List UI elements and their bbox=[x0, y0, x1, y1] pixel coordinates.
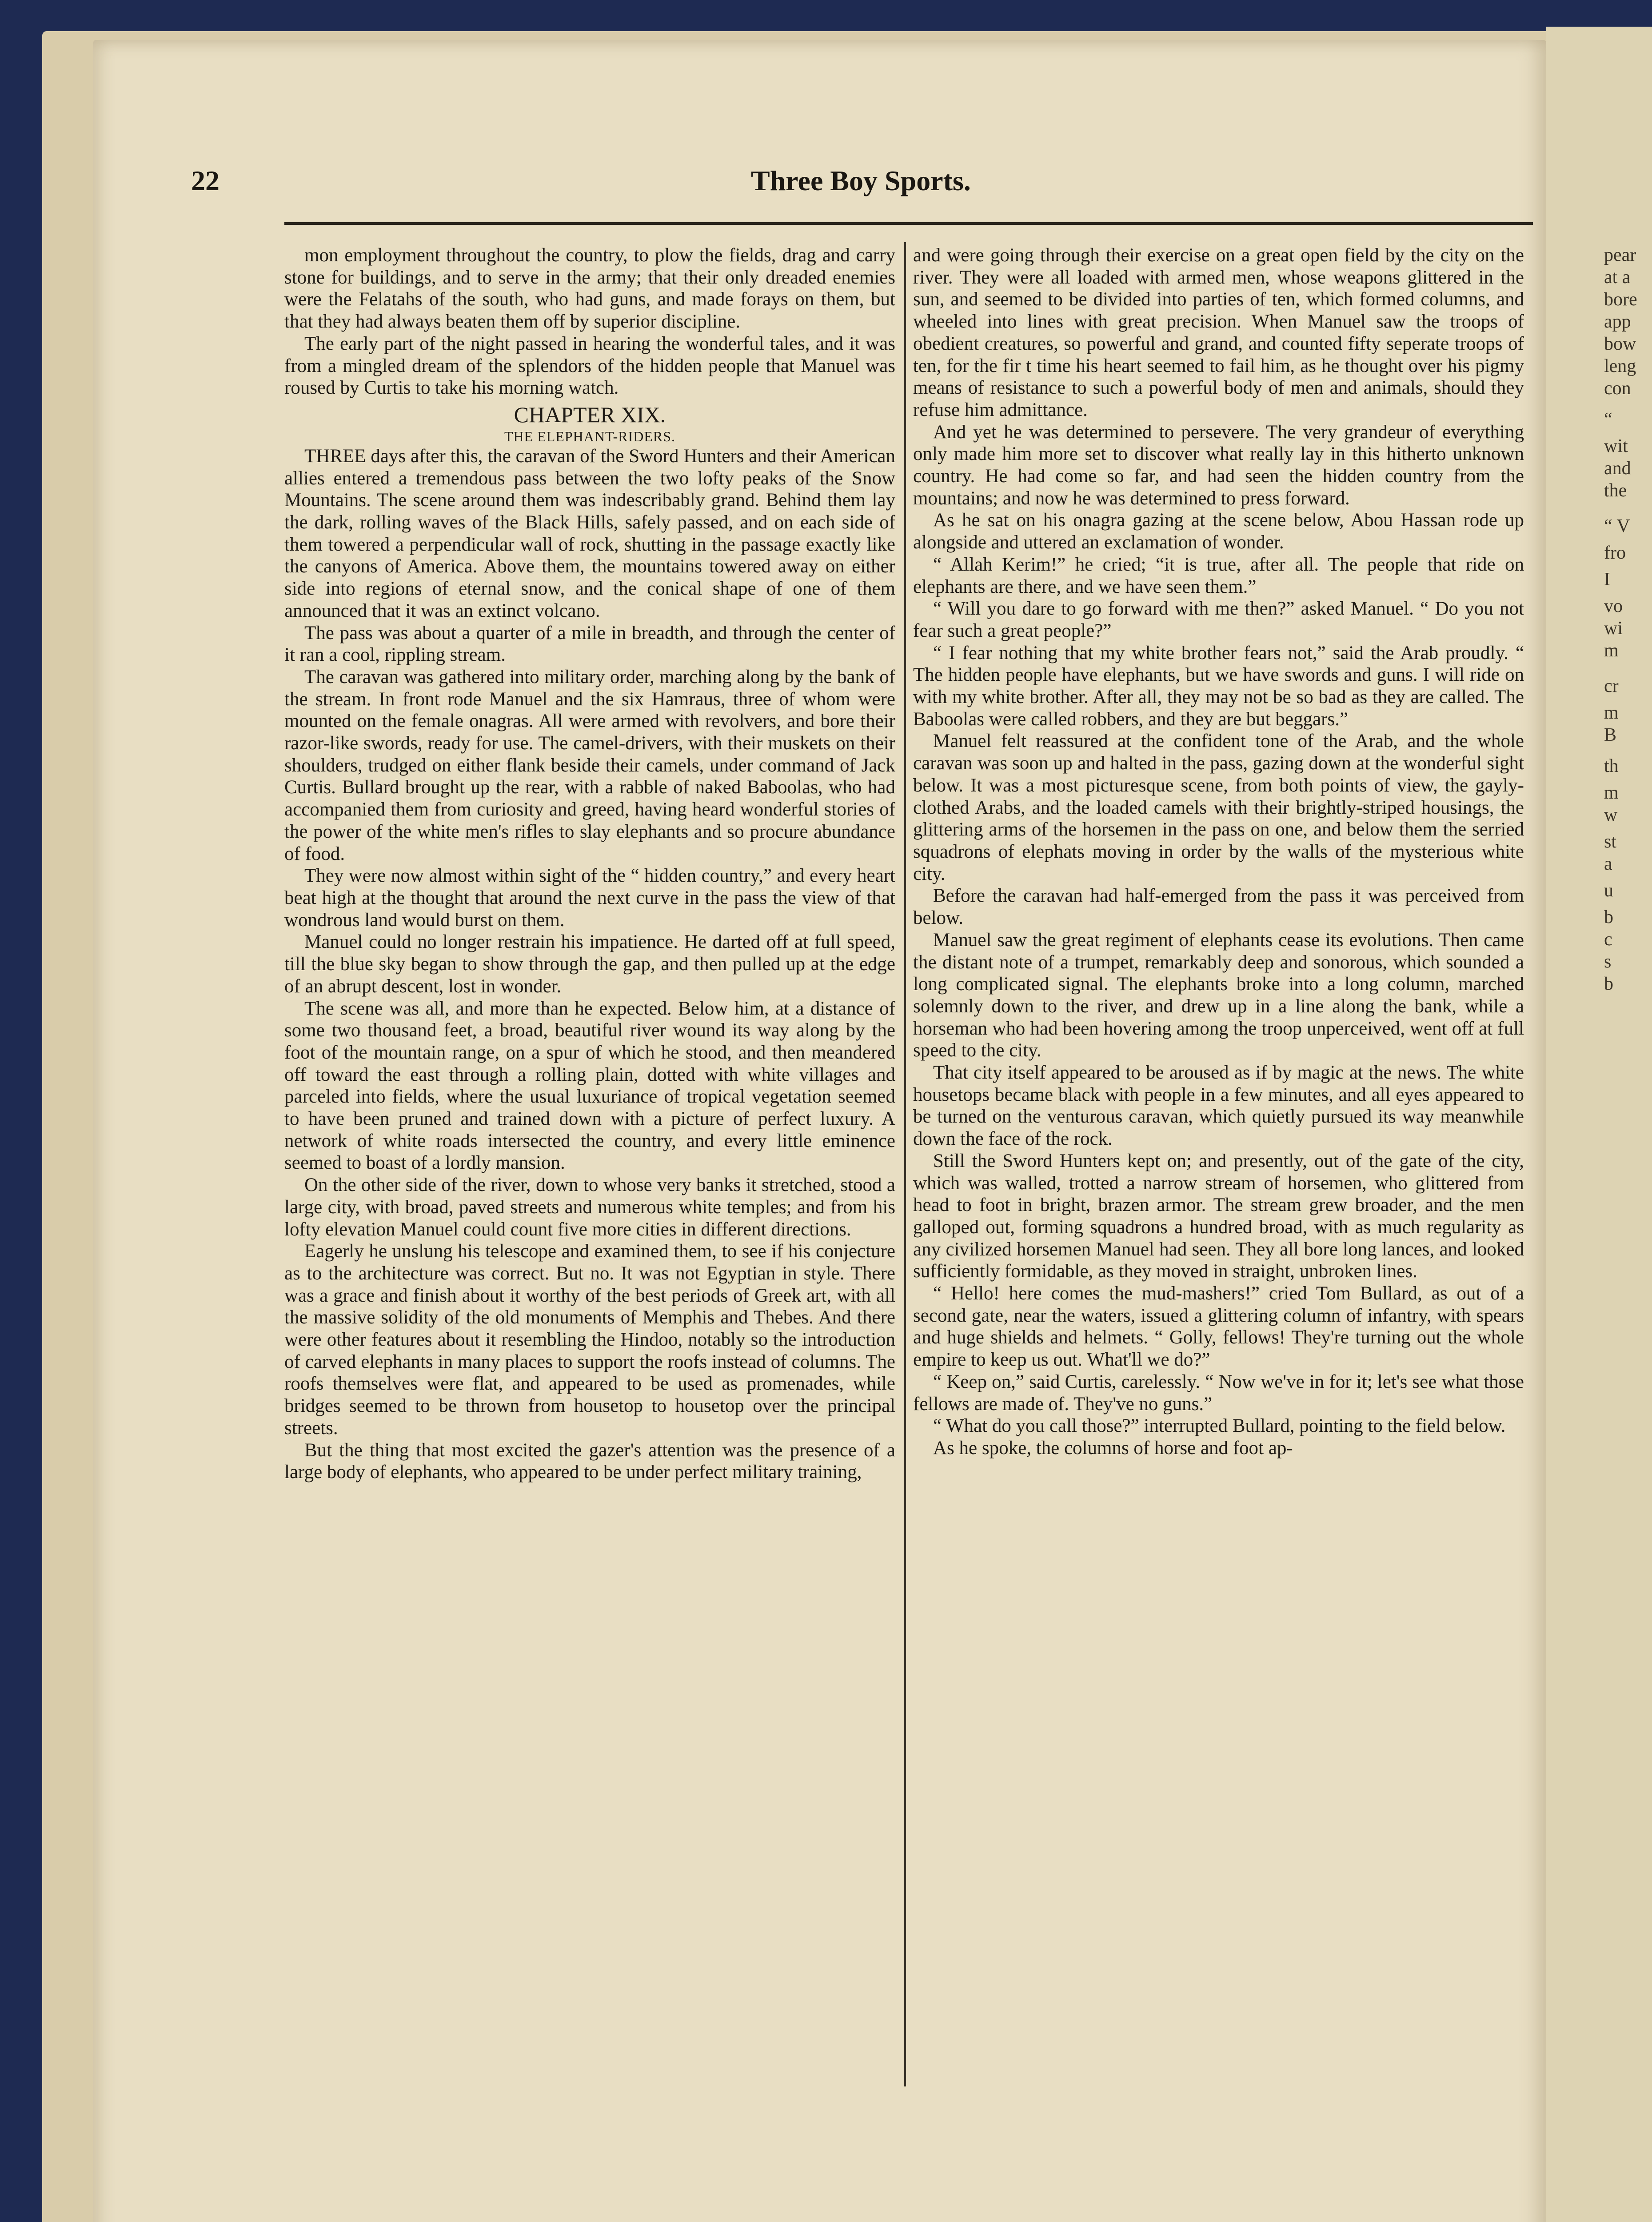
next-page-fragment: s bbox=[1604, 951, 1612, 972]
page-header bbox=[191, 164, 1542, 204]
next-page-fragment: u bbox=[1604, 880, 1613, 901]
paragraph: They were now almost within sight of the “ hidden country,” and every heart beat high at the thought that around the next curve in the pass the view of that wondrous land would burst on them. bbox=[284, 865, 895, 931]
next-page-fragment: cr bbox=[1604, 676, 1619, 696]
paragraph: And yet he was determined to persevere. The very grandeur of everything only made him more set to discover what really lay in this hitherto unknown country. He had come so far, and had seen the hidden country from the mountains; and now he was determined to press forward. bbox=[913, 421, 1524, 509]
next-page-fragment: fro bbox=[1604, 543, 1626, 563]
chapter-heading: CHAPTER XIX. bbox=[514, 402, 666, 427]
next-page-fragment: m bbox=[1604, 703, 1619, 723]
next-page-fragment: wit bbox=[1604, 436, 1628, 456]
paragraph: “ Will you dare to go forward with me then?” asked Manuel. “ Do you not fear such a great people?” bbox=[913, 598, 1524, 641]
paragraph: On the other side of the river, down to whose very banks it stretched, stood a large city, with broad, paved streets and numerous white temples; and from his lofty elevation Manuel could count five more cities in different directions. bbox=[284, 1175, 895, 1240]
next-page-fragment: st bbox=[1604, 831, 1617, 852]
paragraph: Still the Sword Hunters kept on; and presently, out of the gate of the city, which was walled, trotted a narrow stream of horsemen, who glittered from head to foot in bright, brazen armor. The stream grew broader, and the men galloped out, forming squadrons a hundred broad, with as much regularity as any civilized horsemen Manuel had seen. They all bore long lances, and looked sufficiently formidable, as they moved in straight, unbroken lines. bbox=[913, 1150, 1524, 1282]
next-page-fragment: a bbox=[1604, 854, 1612, 874]
paragraph: As he sat on his onagra gazing at the scene below, Abou Hassan rode up alongside and uttered an exclamation of wonder. bbox=[913, 510, 1524, 553]
paragraph: “ I fear nothing that my white brother fears not,” said the Arab proudly. “ The hidden people have elephants, but we have swords and guns. I will ride on with my white brother. After all, they may not be so bad as they are called. The Baboolas were called robbers, and they are but beggars.” bbox=[913, 642, 1524, 730]
next-page-fragment: b bbox=[1604, 974, 1613, 994]
paragraph: The pass was about a quarter of a mile in breadth, and through the center of it ran a cool, rippling stream. bbox=[284, 622, 895, 666]
next-page-fragment: c bbox=[1604, 929, 1612, 950]
paragraph: Manuel saw the great regiment of elephants cease its evolutions. Then came the distant note of a trumpet, remarkably deep and sonorous, which sounded a long complicated signal. The elephants broke into a long column, marched solemnly down to the river, and drew up in a line along the bank, while a horseman who had been hovering among the troop unperceived, went off at full speed to the city. bbox=[913, 929, 1524, 1061]
next-page-fragment: w bbox=[1604, 805, 1618, 825]
paragraph: That city itself appeared to be aroused as if by magic at the news. The white housetops became black with people in a few minutes, and all eyes appeared to be turned on the venturous caravan, which quietly pursued its way meanwhile down the face of the rock. bbox=[913, 1062, 1524, 1150]
next-page-fragment: B bbox=[1604, 725, 1617, 745]
paragraph: The early part of the night passed in hearing the wonderful tales, and it was from a mingled dream of the splendors of the hidden people that Manuel was roused by Curtis to take his morning watch. bbox=[284, 333, 895, 399]
next-page-fragment: con bbox=[1604, 378, 1631, 399]
paragraph: The caravan was gathered into military order, marching along by the bank of the stream. In front rode Manuel and the six Hamraus, three of whom were mounted on the female onagras. All were armed with revolvers, and bore their razor-like swords, ready for use. The camel-drivers, with their muskets on their shoulders, trudged on either flank beside their camels, under command of Jack Curtis. Bullard brought up the rear, with a rabble of naked Baboolas, who had accompanied them from curiosity and greed, having heard wonderful stories of the power of the white men's rifles to slay elephants and so procure abundance of food. bbox=[284, 666, 895, 864]
next-page-fragment: pear bbox=[1604, 245, 1636, 265]
paragraph: The scene was all, and more than he expected. Below him, at a distance of some two thousand feet, a broad, beautiful river wound its way along by the foot of the mountain range, on a spur of which he stood, and then meandered off toward the east through a rolling plain, dotted with white villages and parceled into fields, where the usual luxuriance of tropical vegetation seemed to have been pruned and trained down with a picture of perfect luxury. A network of white roads intersected the country, and every little eminence seemed to boast of a lordly mansion. bbox=[284, 998, 895, 1174]
paragraph: But the thing that most excited the gazer's attention was the presence of a large body of elephants, who appeared to be under perfect military training, bbox=[284, 1439, 895, 1483]
paragraph: “ Keep on,” said Curtis, carelessly. “ Now we've in for it; let's see what those fellows are made of. They've no guns.” bbox=[913, 1371, 1524, 1415]
paragraph: Eagerly he unslung his telescope and examined them, to see if his conjecture as to the architecture was correct. But no. It was not Egyptian in style. There was a grace and finish about it worthy of the best periods of Greek art, with all the massive solidity of the old monuments of Memphis and Thebes. And there were other features about it resembling the Hindoo, notably so the introduction of carved elephants in many places to support the roofs instead of columns. The roofs themselves were flat, and appeared to be used as promenades, while bridges seemed to be thrown from housetop to housetop over the principal streets. bbox=[284, 1241, 895, 1439]
paragraph: As he spoke, the columns of horse and foot ap- bbox=[933, 1437, 1293, 1459]
next-page-fragment: app bbox=[1604, 312, 1631, 332]
paragraph: mon employment throughout the country, to plow the fields, drag and carry stone for buildings, and to serve in the army; that their only dreaded enemies were the Felatahs of the south, who had guns, and made forays on them, but that they had always beaten them off by superior discipline. bbox=[284, 245, 895, 332]
paragraph: Manuel could no longer restrain his impatience. He darted off at full speed, till the blue sky began to show through the gap, and then pulled up at the edge of an abrupt descent, lost in wonder. bbox=[284, 931, 895, 997]
next-page-fragment: and bbox=[1604, 458, 1631, 479]
paragraph: THREE days after this, the caravan of the Sword Hunters and their American allies entered a tremendous pass between the two lofty peaks of the Snow Mountains. The scene around them was indescribably grand. Behind them lay the dark, rolling waves of the Black Hills, safely passed, and on each side of them towered a perpendicular wall of rock, shutting in the passage exactly like the canyons of America. Above them, the mountains towered away on either side into regions of eternal snow, and the conical shape of one of them announced that it was an extinct volcano. bbox=[284, 445, 895, 621]
next-page-fragment: I bbox=[1604, 569, 1610, 590]
paragraph: “ Allah Kerim!” he cried; “it is true, after all. The people that ride on elephants are there, and we have seen them.” bbox=[913, 554, 1524, 597]
next-page-fragment: leng bbox=[1604, 356, 1636, 376]
next-page-fragment: “ bbox=[1604, 409, 1612, 430]
left-column bbox=[284, 244, 895, 2084]
next-page-fragment: wi bbox=[1604, 618, 1623, 639]
next-page-fragment: at a bbox=[1604, 267, 1631, 288]
next-page-edge bbox=[1546, 27, 1652, 2222]
next-page-fragment: b bbox=[1604, 907, 1613, 927]
header-rule bbox=[284, 222, 1533, 225]
next-page-fragment: bow bbox=[1604, 334, 1636, 354]
running-title: Three Boy Sports. bbox=[751, 165, 971, 196]
paragraph: “ Hello! here comes the mud-mashers!” cried Tom Bullard, as out of a second gate, near the waters, issued a glittering column of infantry, with spears and huge shields and helmets. “ Golly, fellows! They're turning out the whole empire to keep us out. What'll we do?” bbox=[913, 1283, 1524, 1371]
paragraph: Manuel felt reassured at the confident tone of the Arab, and the whole caravan was soon up and halted in the pass, gazing down at the wonderful sight below. It was a most picturesque scene, from both points of view, the gayly-clothed Arabs, and the loaded camels with their brightly-striped housings, the glittering arms of the horsemen in the pass on one, and below them the serried squadrons of elephats moving in order by the walls of the mysterious white city. bbox=[913, 731, 1524, 884]
next-page-fragment: the bbox=[1604, 480, 1627, 501]
paragraph: Before the caravan had half-emerged from the pass it was perceived from below. bbox=[913, 885, 1524, 929]
next-page-fragment: bore bbox=[1604, 289, 1637, 310]
column-divider bbox=[904, 242, 906, 2086]
next-page-fragment: m bbox=[1604, 640, 1619, 661]
next-page-fragment: m bbox=[1604, 783, 1619, 803]
chapter-title: THE ELEPHANT-RIDERS. bbox=[504, 428, 676, 444]
next-page-fragment: “ V bbox=[1604, 516, 1630, 536]
right-column bbox=[913, 244, 1524, 2084]
paragraph: “ What do you call those?” interrupted Bullard, pointing to the field below. bbox=[933, 1415, 1506, 1437]
page-number: 22 bbox=[191, 165, 219, 196]
next-page-fragment: vo bbox=[1604, 596, 1623, 616]
next-page-fragment: th bbox=[1604, 756, 1619, 776]
paragraph: and were going through their exercise on a great open field by the city on the river. They were all loaded with armed men, whose weapons glittered in the sun, and seemed to be divided into parties of ten, which formed columns, and wheeled into lines with great precision. When Manuel saw the troops of obedient creatures, so powerful and grand, and counted fifty seperate troops of ten, for the fir t time his heart seemed to fail him, as he thought over his pigmy means of resistance to such a powerful body of men and animals, should they refuse him admittance. bbox=[913, 245, 1524, 420]
